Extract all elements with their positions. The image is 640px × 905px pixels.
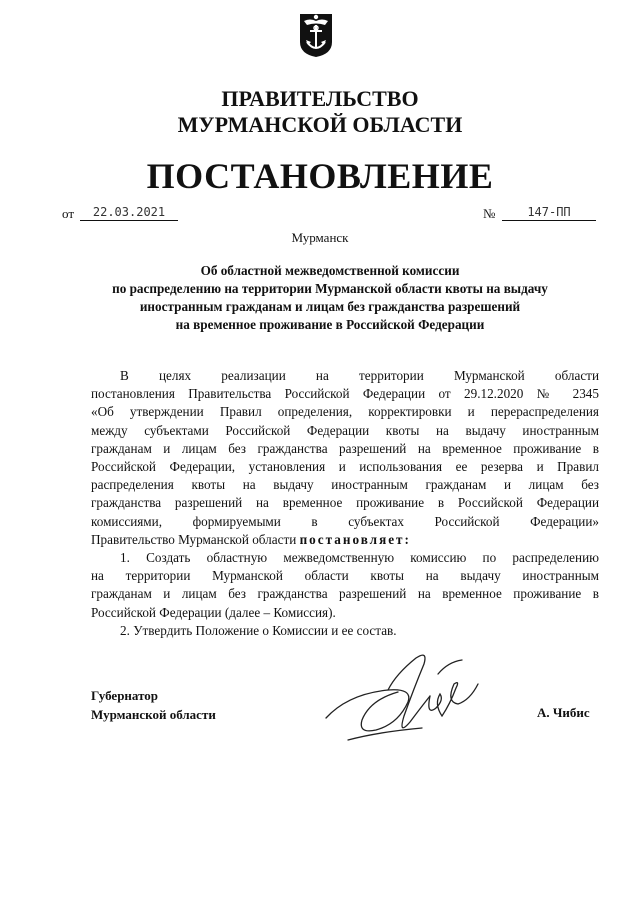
item-1-line: Российской Федерации (далее – Комиссия). (91, 604, 336, 620)
body-line: между субъектами Российской Федерации квоты на выдачу иностранным (91, 422, 599, 438)
body-line: постановления Правительства Российской Федерации от 29.12.2020 № 2345 (91, 386, 599, 402)
item-1-line: на территории Мурманской области квоты на выдачу иностранным (91, 568, 599, 584)
resolve-word: постановляет: (299, 531, 411, 547)
subject-line: Об областной межведомственной комиссии (200, 263, 460, 278)
item-2-line: 2. Утвердить Положение о Комиссии и ее состав. (120, 622, 397, 638)
signer-position-line: Губернатор (91, 688, 159, 703)
body-line: распределения квоты на выдачу иностранным гражданам и лицам без (91, 477, 599, 493)
subject-line: на временное проживание в Российской Федерации (175, 317, 485, 332)
signer-name: А. Чибис (537, 705, 590, 720)
coat-of-arms-icon (298, 12, 334, 58)
item-1-line: 1. Создать областную межведомственную комиссию по распределению (120, 550, 599, 566)
government-name-line2: МУРМАНСКОЙ ОБЛАСТИ (177, 112, 463, 137)
resolve-prefix: Правительство Мурманской области (91, 531, 297, 547)
body-line: «Об утверждении Правил определения, корректировки и перераспределения (91, 404, 599, 420)
resolve-line (91, 531, 599, 549)
body-line: Российской Федерации, установления и использования ее резерва и Правил (91, 459, 599, 475)
signer-position-line: Мурманской области (91, 707, 216, 722)
government-name-line1: ПРАВИТЕЛЬСТВО (221, 86, 419, 111)
signer-position (91, 686, 216, 724)
number-label: № (483, 206, 496, 221)
date-label: от (62, 206, 75, 221)
document-subject (60, 262, 600, 334)
subject-line: по распределению на территории Мурманской области квоты на выдачу (112, 281, 548, 296)
subject-line: иностранным гражданам и лицам без гражданства разрешений (139, 299, 521, 314)
body-line: гражданства разрешений на временное проживание в Российской Федерации (91, 495, 599, 511)
date-value: 22.03.2021 (80, 204, 178, 221)
item-1-line: гражданам и лицам без гражданства разрешений на временное проживание в (91, 586, 599, 602)
document-type-title: ПОСТАНОВЛЕНИЕ (146, 156, 494, 196)
document-number: 147-ПП (502, 204, 596, 221)
body-line: В целях реализации на территории Мурманской области (120, 368, 599, 383)
handwritten-signature (318, 644, 498, 754)
body-line: гражданам и лицам без гражданства разрешений на временное проживание в (91, 440, 599, 456)
city-name: Мурманск (291, 230, 349, 245)
document-body (91, 367, 599, 640)
body-line: комиссиями, формируемыми в субъектах Российской Федерации» (91, 513, 599, 529)
